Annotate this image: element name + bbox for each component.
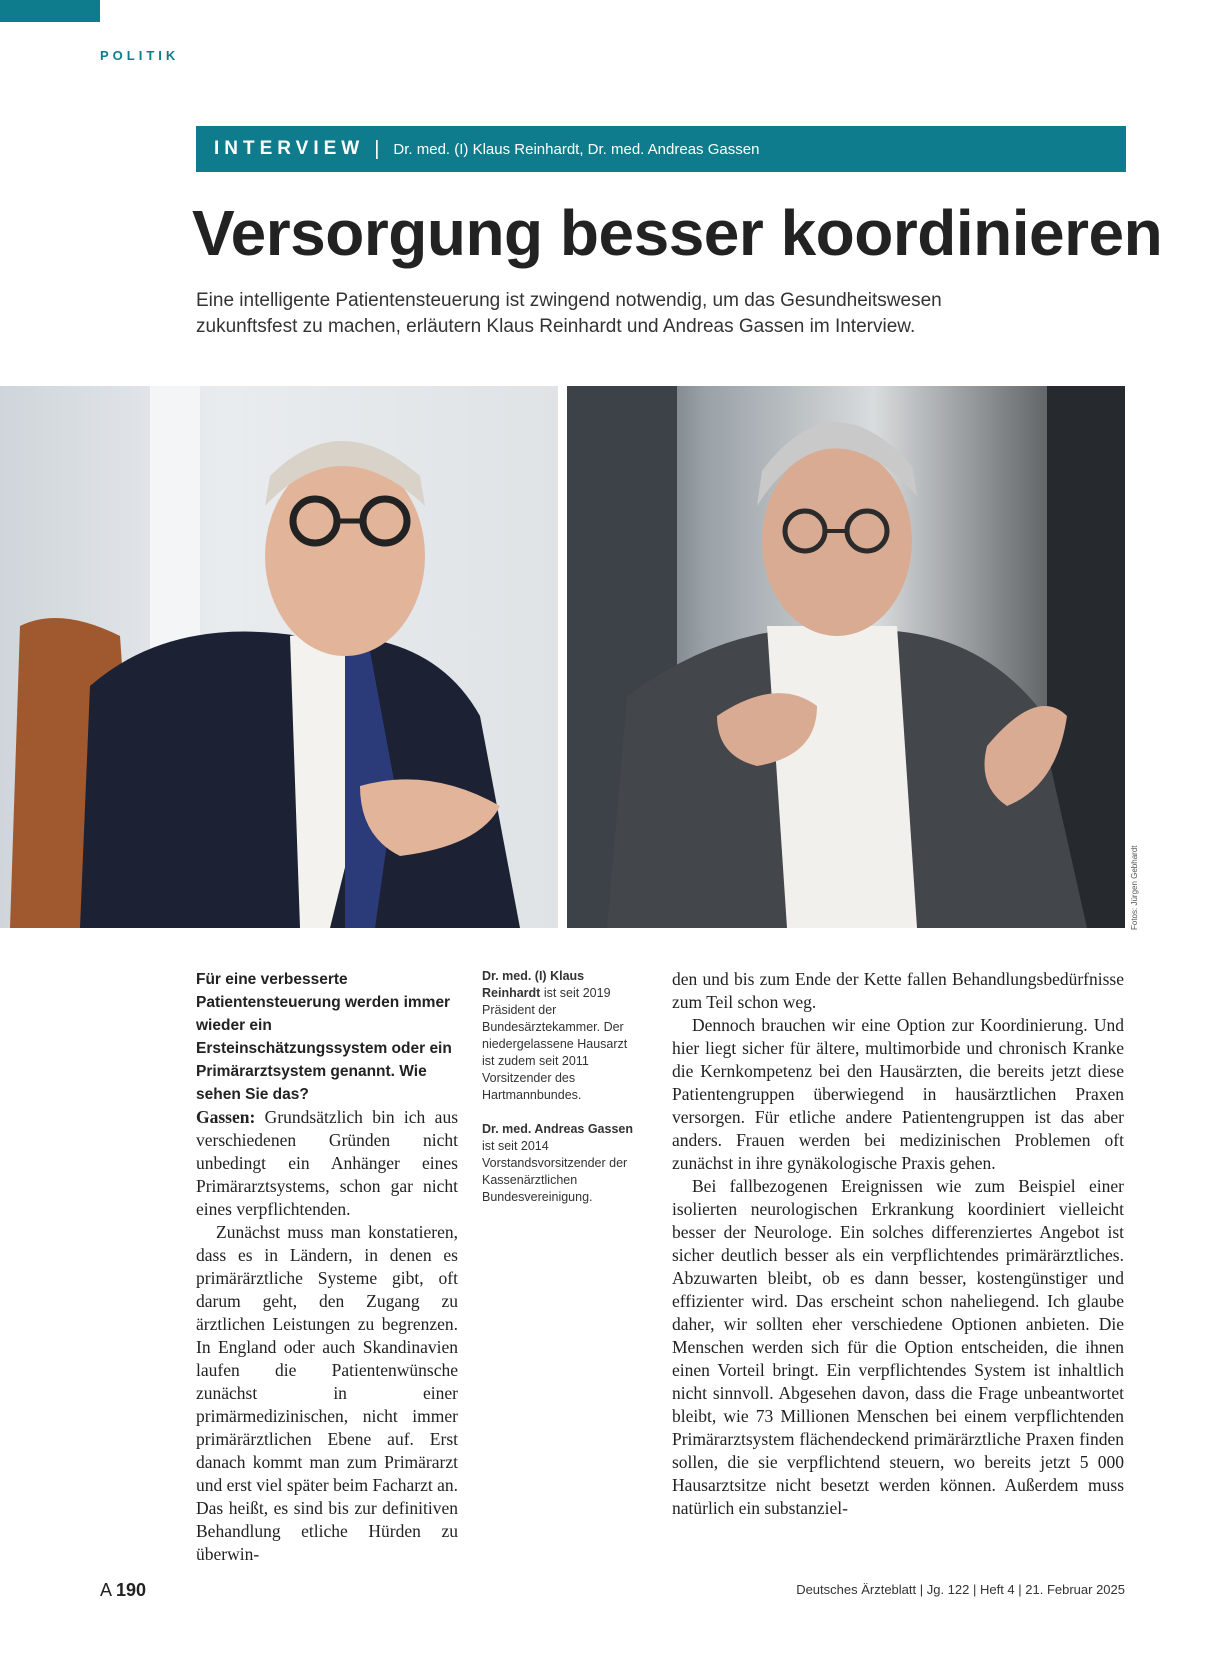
- section-label: POLITIK: [100, 48, 180, 63]
- banner-separator: |: [374, 137, 380, 160]
- body-paragraph: Zunächst muss man konstatieren, dass es in Ländern, in denen es primärärztliche Systeme gibt, oft darum geht, den Zugang zu ärztlichen Leistungen zu begrenzen. In England oder auch Skandinavien laufen die Patientenwünsche zunächst in einer primärmedizinischen, nicht immer primärärztlichen Ebene auf. Erst danach kommt man zum Primärarzt und erst viel später beim Facharzt an. Das heißt, es sind bis zur definitiven Behandlung etliche Hürden zu überwin-: [196, 1222, 458, 1564]
- interview-banner: [196, 126, 1126, 172]
- photo-gassen: [567, 386, 1125, 928]
- banner-persons: Dr. med. (I) Klaus Reinhardt, Dr. med. Andreas Gassen: [393, 140, 760, 158]
- answer-text: Grundsätzlich bin ich aus verschiedenen Gründen nicht unbedingt ein Anhänger eines Primärarztsystems, schon gar nicht eines verpflichtenden.: [196, 1107, 458, 1219]
- body-paragraph: Bei fallbezogenen Ereignissen wie zum Beispiel einer isolierten neurologischen Erkrankung koordiniert vielleicht besser der Neurologe. Ein solches differenziertes Angebot ist sicher deutlich besser als ein verpflichtendes primärärztliches. Abzuwarten bleibt, ob es dann besser, kostengünstiger und effizienter wird. Das erscheint schon naheliegend. Ich glaube daher, wir sollten eher verschiedene Optionen anbieten. Die Menschen werden sich für die Option entscheiden, die ihnen einen Vorteil bringt. Ein verpflichtendes System ist inhaltlich nicht sinnvoll. Abgesehen davon, dass die Frage unbeantwortet bleibt, wie 73 Millionen Menschen bei einem verpflichtenden Primärarztsystem flächendeckend primärärztliche Praxen finden sollen, die sie verpflichtend steuern, wo bereits jetzt 5 000 Hausarztsitze nicht besetzt werden können. Außerdem muss natürlich ein substanziel-: [672, 1176, 1124, 1518]
- journal-info: Deutsches Ärzteblatt | Jg. 122 | Heft 4 | 21. Februar 2025: [796, 1582, 1125, 1597]
- page-number-value: 190: [116, 1580, 147, 1600]
- photo-credit: Fotos: Jürgen Gebhardt: [1130, 845, 1139, 930]
- answer-paragraph: [196, 1106, 458, 1221]
- body-paragraph: den und bis zum Ende der Kette fallen Behandlungsbedürfnisse zum Teil schon weg.: [672, 969, 1124, 1012]
- interview-question: Für eine verbesserte Patientensteuerung werden immer wieder ein Ersteinschätzungssystem oder ein Primärarztsystem genannt. Wie sehen Sie das?: [196, 971, 452, 1103]
- speaker-name: Gassen:: [196, 1107, 256, 1127]
- bio-text: ist seit 2014 Vorstandsvorsitzender der Kassenärztlichen Bundesvereinigung.: [482, 1139, 628, 1204]
- bio-name: Dr. med. Andreas Gassen: [482, 1122, 633, 1136]
- article-lead: Eine intelligente Patientensteuerung ist zwingend notwendig, um das Gesundheitswesen zukunftsfest zu machen, erläutern Klaus Reinhardt und Andreas Gassen im Interview.: [196, 290, 942, 337]
- bio-name: Dr. med. (I) Klaus Reinhardt: [482, 969, 585, 1000]
- photo-reinhardt: [0, 386, 558, 928]
- bio-text: ist seit 2019 Präsident der Bundesärztekammer. Der niedergelassene Hausarzt ist zudem seit 2011 Vorsitzender des Hartmannbundes.: [482, 986, 628, 1102]
- page-number: [100, 1580, 146, 1601]
- banner-keyword: INTERVIEW: [214, 138, 365, 159]
- article-headline: Versorgung besser koordinieren: [192, 197, 1163, 269]
- page-prefix: A: [100, 1580, 112, 1600]
- column-3: [672, 968, 1124, 1520]
- bio-reinhardt: [482, 968, 642, 1104]
- author-bios: [482, 968, 642, 1223]
- column-1: [196, 968, 458, 1566]
- body-paragraph: Dennoch brauchen wir eine Option zur Koordinierung. Und hier liegt sicher für ältere, multimorbide und chronisch Kranke die Kernkompetenz bei den Hausärzten, die bereits jetzt diese Patientengruppen überwiegend in hausärztlichen Praxen versorgen. Für etliche andere Patientengruppen ist das aber anders. Frauen werden bei medizinischen Problemen oft zunächst in ihre gynäkologische Praxis gehen.: [672, 1015, 1124, 1173]
- accent-bar: [0, 0, 100, 22]
- bio-gassen: [482, 1121, 642, 1206]
